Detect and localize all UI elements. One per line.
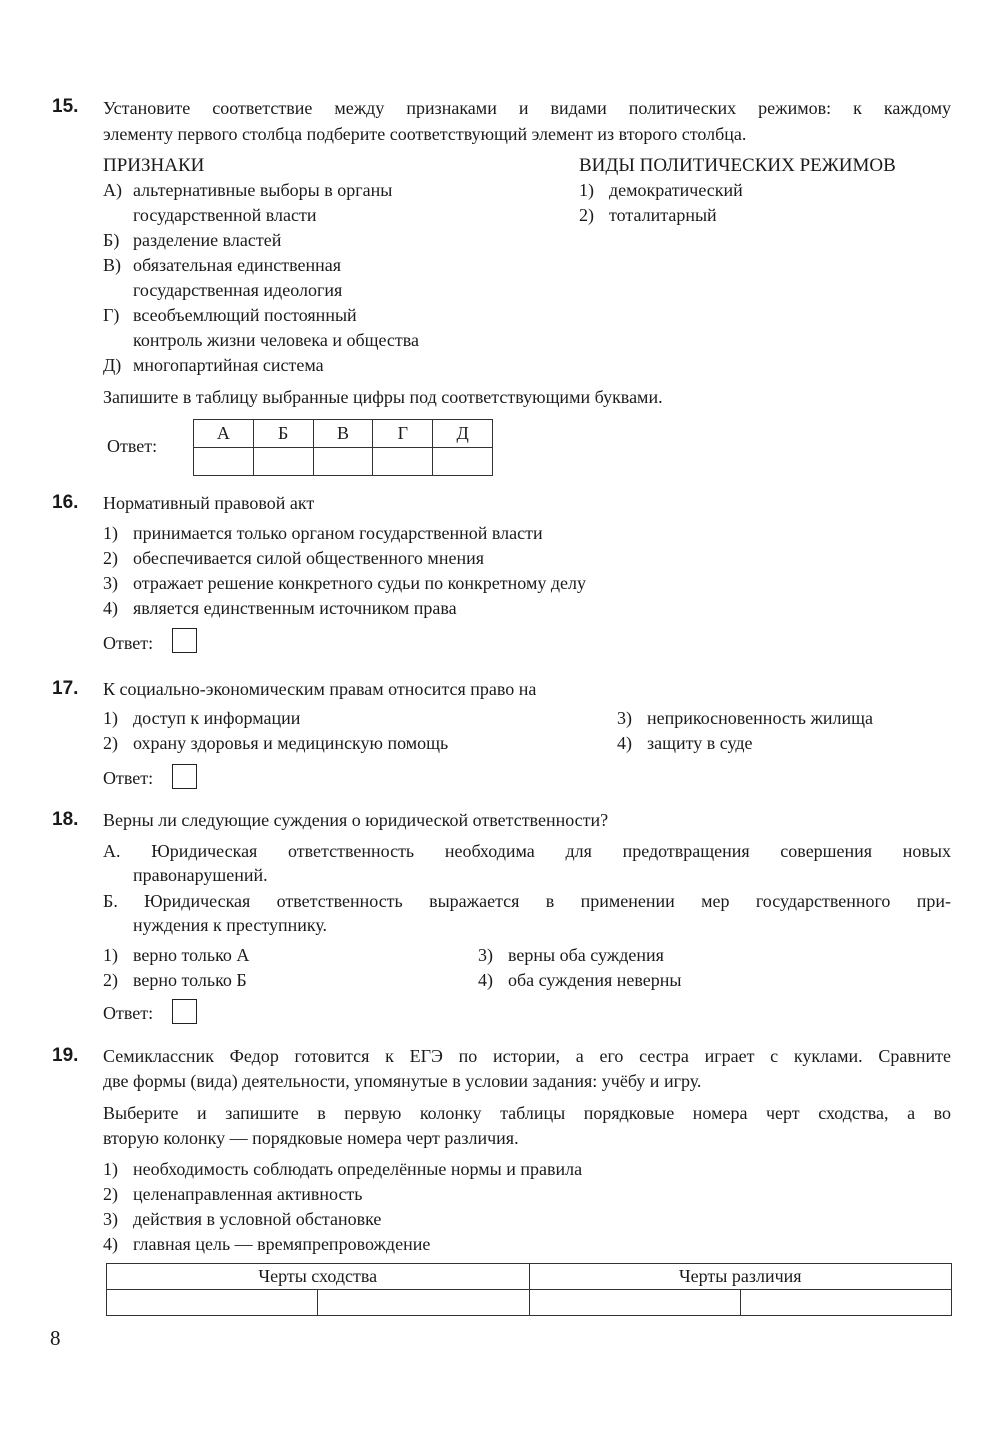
q15-answer-cell[interactable] [433, 448, 493, 476]
q15-answer-label: Ответ: [107, 436, 158, 456]
question-number-15: 15. [52, 96, 79, 117]
q19-option-3: 3) действия в условной обстановке [103, 1209, 382, 1229]
q16-option-4: 4) является единственным источником права [103, 598, 457, 618]
q15-feature-d: Д) многопартийная система [103, 355, 324, 375]
q15-answer-cell[interactable] [194, 448, 254, 476]
q15-answer-cell[interactable] [313, 448, 373, 476]
q19-answer-cell[interactable] [107, 1290, 318, 1316]
q18-answer-box[interactable] [172, 999, 197, 1024]
q15-answer-cell[interactable] [373, 448, 433, 476]
q15-answer-table [193, 419, 493, 476]
q19-option-4: 4) главная цель — времяпрепровождение [103, 1234, 431, 1254]
q15-stem-line1: Установите соответствие между признаками и видами политических режимов: к каждому [103, 98, 951, 118]
q15-feature-g: Г) всеобъемлющий постоянный [103, 305, 357, 325]
q19-stem-line1: Семиклассник Федор готовится к ЕГЭ по истории, а его сестра играет с куклами. Сравните [103, 1046, 951, 1066]
q15-col-header: В [313, 420, 373, 448]
q19-option-1: 1) необходимость соблюдать определённые нормы и правила [103, 1159, 583, 1179]
q19-answer-cell[interactable] [740, 1290, 951, 1316]
q15-answer-cell[interactable] [253, 448, 313, 476]
q18-option-2: 2) верно только Б [103, 970, 247, 990]
q15-col-header: Г [373, 420, 433, 448]
q19-instruction-line1: Выберите и запишите в первую колонку таблицы порядковые номера черт сходства, а во [103, 1103, 951, 1123]
q19-answer-cell[interactable] [529, 1290, 740, 1316]
q16-option-1: 1) принимается только органом государственной власти [103, 523, 543, 543]
question-number-19: 19. [52, 1045, 79, 1066]
q17-answer-box[interactable] [172, 764, 197, 789]
q17-option-3: 3) неприкосновенность жилища [617, 708, 873, 728]
q19-answer-cell[interactable] [318, 1290, 529, 1316]
q17-option-1: 1) доступ к информации [103, 708, 301, 728]
q15-feature-v-cont: государственная идеология [133, 280, 343, 300]
q17-stem: К социально-экономическим правам относится право на [103, 679, 537, 699]
q15-regimes-heading: ВИДЫ ПОЛИТИЧЕСКИХ РЕЖИМОВ [579, 155, 896, 176]
q15-regime-2: 2) тоталитарный [579, 205, 717, 225]
q18-statement-b: Б. Юридическая ответственность выражается в применении мер государственного при- [103, 891, 951, 911]
q18-option-4: 4) оба суждения неверны [478, 970, 682, 990]
q19-col-similar: Черты сходства [107, 1264, 530, 1290]
q15-feature-v: В) обязательная единственная [103, 255, 342, 275]
q18-statement-b-cont: нуждения к преступнику. [133, 915, 328, 935]
q16-option-2: 2) обеспечивается силой общественного мнения [103, 548, 484, 568]
question-number-18: 18. [52, 809, 79, 830]
q15-col-header: Б [253, 420, 313, 448]
q15-col-header: Д [433, 420, 493, 448]
question-number-17: 17. [52, 678, 79, 699]
q15-col-header: А [194, 420, 254, 448]
question-number-16: 16. [52, 492, 79, 513]
q18-stem: Верны ли следующие суждения о юридической ответственности? [103, 810, 609, 830]
q15-feature-a: А) альтернативные выборы в органы [103, 180, 393, 200]
q18-option-3: 3) верны оба суждения [478, 945, 664, 965]
q17-option-2: 2) охрану здоровья и медицинскую помощь [103, 733, 449, 753]
q18-statement-a: А. Юридическая ответственность необходима для предотвращения совершения новых [103, 841, 951, 861]
q18-option-1: 1) верно только А [103, 945, 250, 965]
q15-features-heading: ПРИЗНАКИ [103, 155, 205, 176]
q16-option-3: 3) отражает решение конкретного судьи по конкретному делу [103, 573, 586, 593]
q15-feature-a-cont: государственной власти [133, 205, 317, 225]
q15-stem-line2: элементу первого столбца подберите соответствующий элемент из второго столбца. [103, 124, 747, 144]
q15-regime-1: 1) демократический [579, 180, 743, 200]
q18-answer-label: Ответ: [103, 1003, 154, 1023]
q19-instruction-line2: вторую колонку — порядковые номера черт различия. [103, 1128, 519, 1148]
q19-col-different: Черты различия [529, 1264, 952, 1290]
q15-feature-g-cont: контроль жизни человека и общества [133, 330, 420, 350]
q15-instruction: Запишите в таблицу выбранные цифры под соответствующими буквами. [103, 387, 663, 407]
q16-answer-label: Ответ: [103, 633, 154, 653]
q19-option-2: 2) целенаправленная активность [103, 1184, 363, 1204]
q15-feature-b: Б) разделение властей [103, 230, 282, 250]
q16-answer-box[interactable] [172, 628, 197, 653]
q19-answer-table [106, 1263, 952, 1316]
q19-stem-line2: две формы (вида) деятельности, упомянутые в условии задания: учёбу и игру. [103, 1071, 702, 1091]
q17-answer-label: Ответ: [103, 768, 154, 788]
page-number: 8 [50, 1326, 61, 1350]
q16-stem: Нормативный правовой акт [103, 493, 315, 513]
q18-statement-a-cont: правонарушений. [133, 865, 268, 885]
q17-option-4: 4) защиту в суде [617, 733, 753, 753]
